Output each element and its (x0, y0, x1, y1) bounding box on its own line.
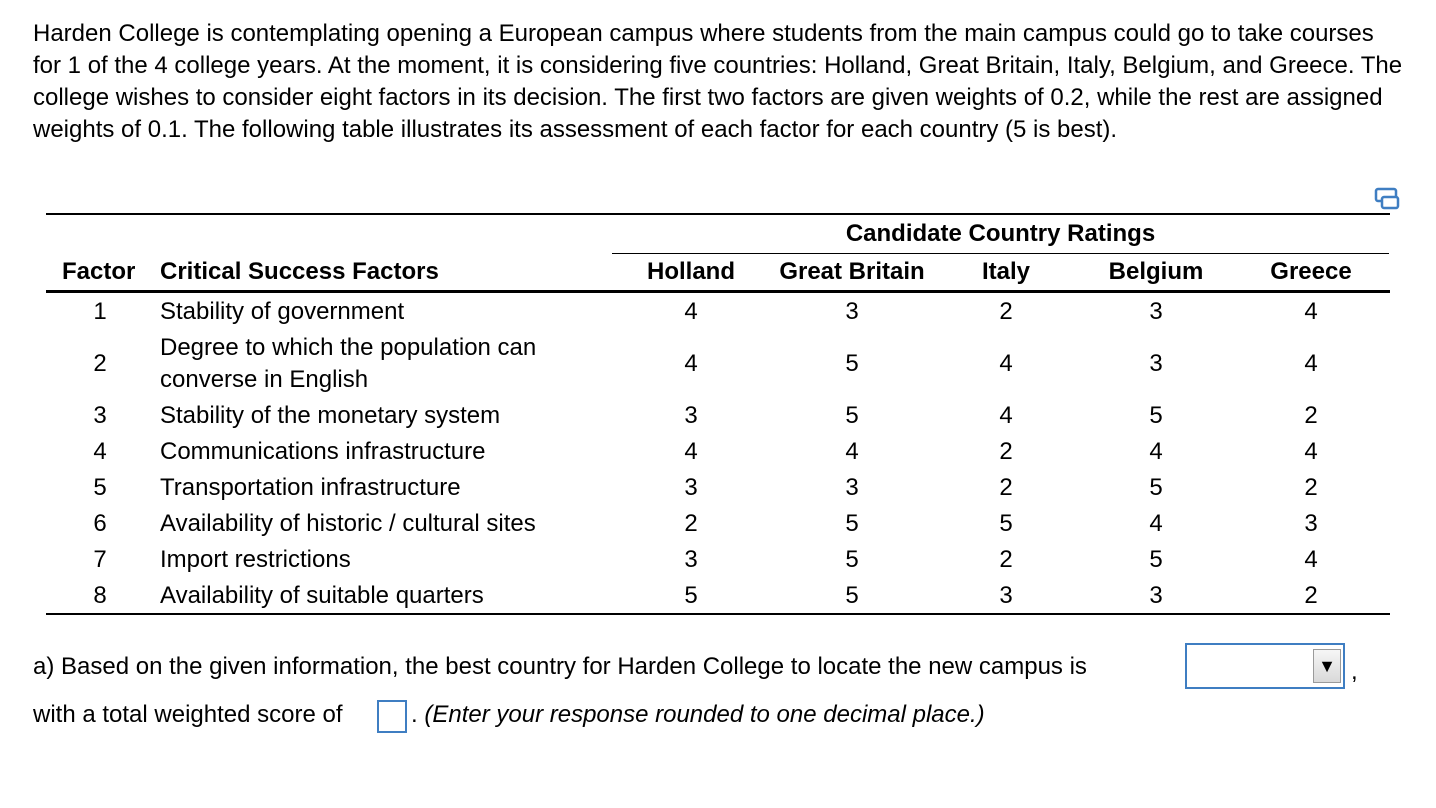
row-6-holland: 2 (684, 510, 698, 537)
row-5-italy: 2 (999, 474, 1013, 501)
row-7-csf: Import restrictions (160, 546, 351, 573)
row-8-great-britain: 5 (845, 582, 859, 609)
row-3-csf: Stability of the monetary system (160, 402, 501, 429)
row-8-holland: 5 (684, 582, 698, 609)
question-comma: , (1351, 658, 1358, 685)
group-title: Candidate Country Ratings (845, 220, 1156, 247)
header-factor: Factor (62, 258, 136, 285)
row-5-great-britain: 3 (845, 474, 859, 501)
row-3-italy: 4 (999, 402, 1013, 429)
row-8-csf: Availability of suitable quarters (160, 582, 484, 609)
row-2-factor: 2 (93, 350, 107, 377)
row-8-greece: 2 (1304, 582, 1318, 609)
row-4-italy: 2 (999, 438, 1013, 465)
row-8-factor: 8 (93, 582, 107, 609)
row-7-factor: 7 (93, 546, 107, 573)
header-critical-success-factors: Critical Success Factors (160, 258, 439, 285)
problem-intro: Harden College is contemplating opening a European campus where students from the main campus could go to take courses for 1 of the 4 college years. At the moment, it is considering five countries: Holland, Great Britain, Italy, Belgium, and Greece. The college wishes to consider eight factors in its decision. The first two factors are given weights of 0.2, while the rest are assigned weights of 0.1. The following table illustrates its assessment of each factor for each country (5 is best). (33, 20, 1403, 143)
row-3-greece: 2 (1304, 402, 1318, 429)
row-4-factor: 4 (93, 438, 107, 465)
dropdown-arrow-icon[interactable]: ▼ (1313, 649, 1341, 683)
row-2-belgium: 3 (1149, 350, 1163, 377)
row-2-greece: 4 (1304, 350, 1318, 377)
header-holland: Holland (647, 258, 735, 285)
row-6-italy: 5 (999, 510, 1013, 537)
row-6-greece: 3 (1304, 510, 1318, 537)
row-7-italy: 2 (999, 546, 1013, 573)
question-period: . (411, 701, 425, 728)
row-2-csf-line2: converse in English (160, 366, 369, 393)
row-3-great-britain: 5 (845, 402, 859, 429)
row-7-holland: 3 (684, 546, 698, 573)
row-2-italy: 4 (999, 350, 1013, 377)
header-great-britain: Great Britain (779, 258, 925, 285)
row-8-belgium: 3 (1149, 582, 1163, 609)
row-4-csf: Communications infrastructure (160, 438, 486, 465)
row-2-great-britain: 5 (845, 350, 859, 377)
row-1-italy: 2 (999, 298, 1013, 325)
row-4-belgium: 4 (1149, 438, 1163, 465)
question-text-line1: a) Based on the given information, the best country for Harden College to locate the new campus is (33, 653, 1087, 680)
row-1-greece: 4 (1304, 298, 1318, 325)
rounding-instruction: (Enter your response rounded to one decimal place.) (424, 701, 985, 728)
row-5-holland: 3 (684, 474, 698, 501)
row-1-csf: Stability of government (160, 298, 405, 325)
table-top-rule (46, 213, 1390, 215)
row-6-factor: 6 (93, 510, 107, 537)
header-greece: Greece (1270, 258, 1352, 285)
table-bottom-rule (46, 613, 1390, 615)
best-country-dropdown[interactable] (1185, 643, 1345, 689)
row-4-holland: 4 (684, 438, 698, 465)
group-title-rule (612, 253, 1389, 254)
row-1-belgium: 3 (1149, 298, 1163, 325)
row-6-csf: Availability of historic / cultural sites (160, 510, 536, 537)
row-5-belgium: 5 (1149, 474, 1163, 501)
copy-table-icon[interactable] (1373, 187, 1401, 211)
header-rule (46, 290, 1390, 293)
row-4-greece: 4 (1304, 438, 1318, 465)
row-2-csf-line1: Degree to which the population can (160, 334, 537, 361)
row-5-factor: 5 (93, 474, 107, 501)
row-1-factor: 1 (93, 298, 107, 325)
row-1-great-britain: 3 (845, 298, 859, 325)
question-text-line2: with a total weighted score of (33, 701, 343, 728)
row-6-great-britain: 5 (845, 510, 859, 537)
row-7-belgium: 5 (1149, 546, 1163, 573)
row-3-holland: 3 (684, 402, 698, 429)
question-hint (411, 699, 985, 731)
row-1-holland: 4 (684, 298, 698, 325)
row-2-holland: 4 (684, 350, 698, 377)
row-6-belgium: 4 (1149, 510, 1163, 537)
row-3-belgium: 5 (1149, 402, 1163, 429)
row-4-great-britain: 4 (845, 438, 859, 465)
row-7-greece: 4 (1304, 546, 1318, 573)
row-5-greece: 2 (1304, 474, 1318, 501)
row-8-italy: 3 (999, 582, 1013, 609)
row-5-csf: Transportation infrastructure (160, 474, 461, 501)
header-belgium: Belgium (1108, 258, 1204, 285)
row-3-factor: 3 (93, 402, 107, 429)
header-italy: Italy (981, 258, 1031, 285)
row-7-great-britain: 5 (845, 546, 859, 573)
weighted-score-input[interactable] (377, 700, 407, 733)
